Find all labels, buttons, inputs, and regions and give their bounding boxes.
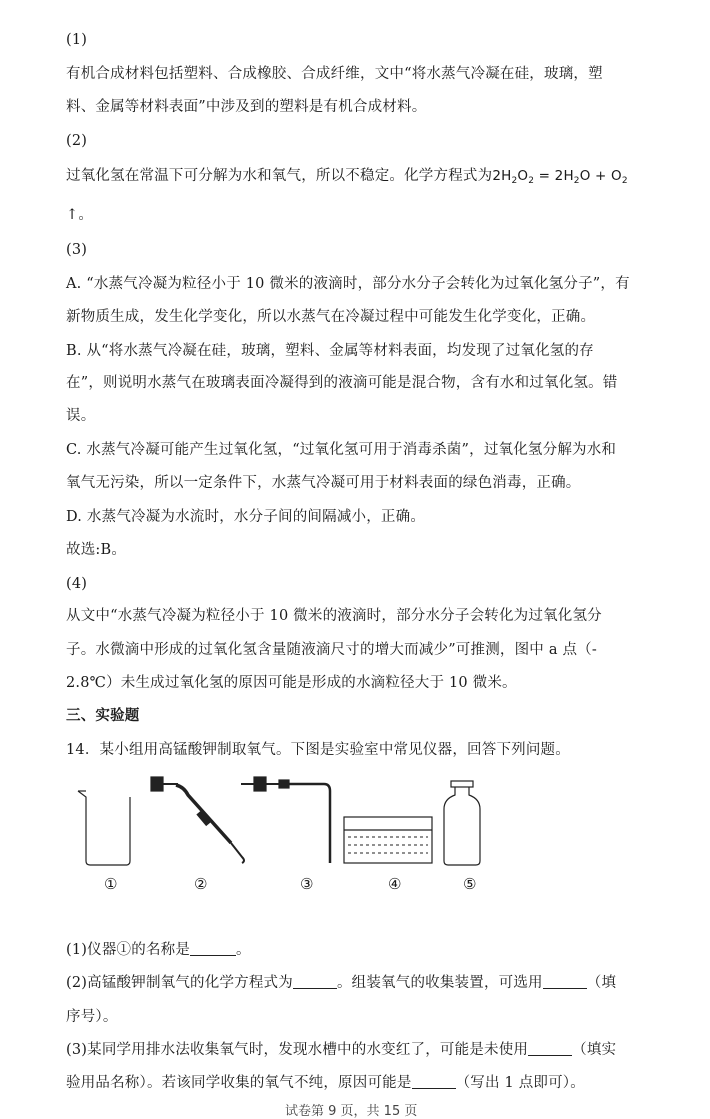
answer-blank[interactable]	[190, 941, 236, 956]
part-4-line-2: 子。水微滴中形成的过氧化氢含量随液滴尺寸的增大而减少”可推测，图中 a 点（-	[66, 642, 597, 658]
beaker-drawing	[78, 791, 130, 865]
answer-blank[interactable]	[543, 974, 587, 989]
part-3-answer: 故选:B。	[66, 542, 127, 558]
part-3-option-c-line-2: 氧气无污染，所以一定条件下，水蒸气冷凝可用于材料表面的绿色消毒，正确。	[66, 475, 581, 491]
part-3-label: (3)	[66, 242, 88, 258]
part-3-option-b-line-3: 误。	[66, 408, 96, 424]
apparatus-label-3: ③	[300, 875, 314, 893]
apparatus-label-5: ⑤	[463, 875, 477, 893]
part-4-label: (4)	[66, 576, 88, 592]
page-footer: 试卷第 9 页，共 15 页	[285, 1104, 418, 1119]
sub-question-2-line-1: (2)高锰酸钾制氧气的化学方程式为 。组装氧气的收集装置，可选用 （填	[66, 975, 617, 991]
part-1-line-2: 料、金属等材料表面”中涉及到的塑料是有机合成材料。	[66, 99, 427, 115]
apparatus-label-1: ①	[104, 875, 118, 893]
sub-question-2-line-2: 序号）。	[66, 1009, 118, 1025]
chemical-equation: $2H_2O_2 = 2H_2O + O_2$	[492, 168, 628, 186]
part-3-option-d: D. 水蒸气冷凝为水流时，水分子间的间隔减小，正确。	[66, 509, 426, 525]
sub-question-3-line-2: 验用品名称）。若该同学收集的氧气不纯，原因可能是 （写出 1 点即可）。	[66, 1075, 585, 1091]
answer-blank[interactable]	[528, 1041, 572, 1056]
part-3-option-b-line-2: 在”，则说明水蒸气在玻璃表面冷凝得到的液滴可能是混合物，含有水和过氧化氢。错	[66, 375, 618, 391]
gas-jar-drawing	[444, 781, 480, 865]
section-heading: 三、实验题	[66, 708, 140, 724]
part-3-option-b-line-1: B. 从“将水蒸气冷凝在硅，玻璃，塑料、金属等材料表面，均发现了过氧化氢的存	[66, 343, 594, 359]
part-1-line-1: 有机合成材料包括塑料、合成橡胶、合成纤维，文中“将水蒸气冷凝在硅，玻璃，塑	[66, 66, 603, 82]
answer-blank[interactable]	[293, 974, 337, 989]
part-3-option-c-line-1: C. 水蒸气冷凝可能产生过氧化氢，“过氧化氢可用于消毒杀菌”，过氧化氢分解为水和	[66, 442, 617, 458]
part-4-line-1: 从文中“水蒸气冷凝为粒径小于 10 微米的液滴时，部分水分子会转化为过氧化氢分	[66, 608, 602, 624]
part-2-line-2: ↑。	[66, 207, 94, 223]
part-3-option-a-line-1: A. “水蒸气冷凝为粒径小于 10 微米的液滴时，部分水分子会转化为过氧化氢分子”，有	[66, 276, 630, 292]
straight-tube-drawing	[241, 777, 330, 863]
bent-tube-drawing	[151, 777, 244, 863]
apparatus-figure	[66, 775, 626, 890]
apparatus-label-4: ④	[388, 875, 402, 893]
question-14-stem: 14．某小组用高锰酸钾制取氧气。下图是实验室中常见仪器，回答下列问题。	[66, 742, 570, 758]
part-1-label: (1)	[66, 32, 88, 48]
apparatus-label-2: ②	[194, 875, 208, 893]
answer-blank[interactable]	[412, 1074, 456, 1089]
part-2-label: (2)	[66, 133, 88, 149]
sub-question-1: (1)仪器①的名称是 。	[66, 942, 251, 958]
water-trough-drawing	[344, 817, 432, 863]
part-2-line-1	[66, 166, 646, 191]
part-2-text: 过氧化氢在常温下可分解为水和氧气，所以不稳定。化学方程式为	[66, 168, 493, 184]
part-4-line-3: 2.8℃）未生成过氧化氢的原因可能是形成的水滴粒径大于 10 微米。	[66, 675, 517, 691]
sub-question-3-line-1: (3)某同学用排水法收集氧气时，发现水槽中的水变红了，可能是未使用 （填实	[66, 1042, 617, 1058]
part-3-option-a-line-2: 新物质生成，发生化学变化，所以水蒸气在冷凝过程中可能发生化学变化，正确。	[66, 309, 596, 325]
